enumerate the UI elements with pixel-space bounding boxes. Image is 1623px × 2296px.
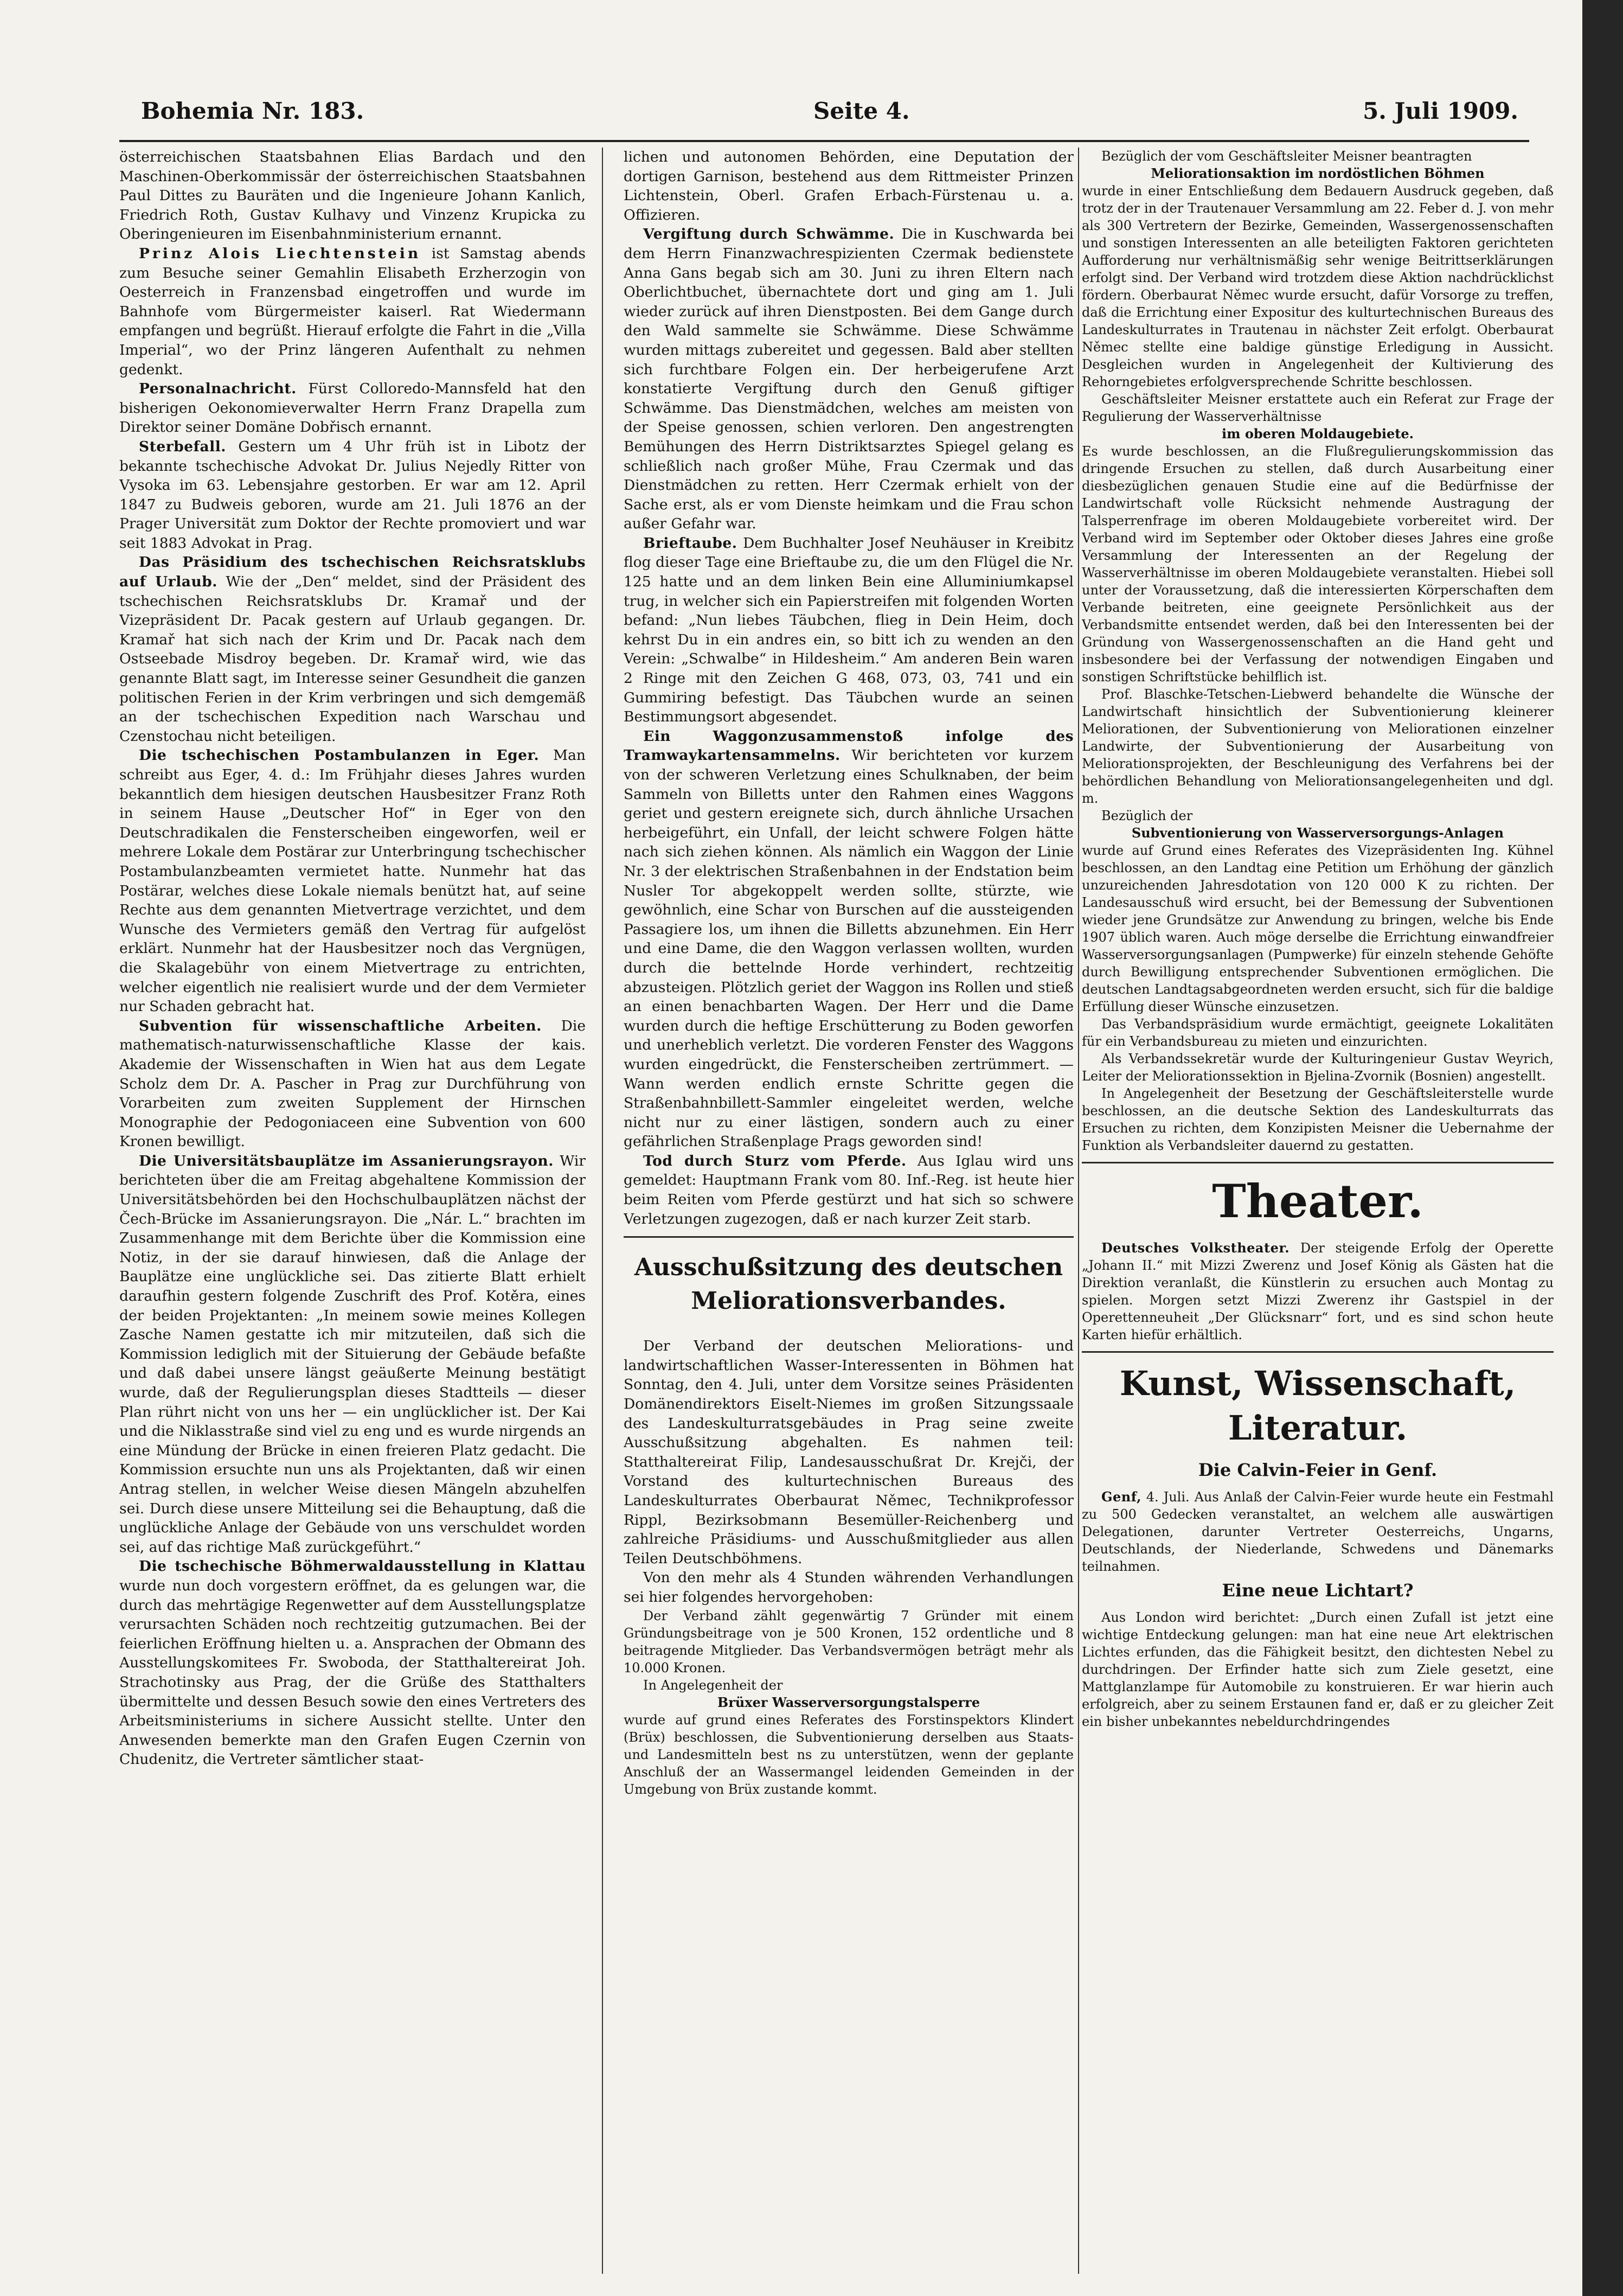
- subheading: Brüxer Wasserversorgungstalsperre: [717, 1694, 980, 1710]
- article-paragraph: [624, 1152, 1074, 1229]
- article-paragraph: [624, 727, 1074, 1152]
- subheading: Subventionierung von Wasserversorgungs-Anlagen: [1131, 825, 1504, 841]
- article-heading: Vergiftung durch Schwämme.: [643, 226, 895, 243]
- article-text: Fürst Colloredo-Mannsfeld hat den bisherigen Oekonomieverwalter Herrn Franz Drapella zum Direktor seiner Domäne Dobřisch ernannt.: [119, 380, 586, 436]
- section-heading-theater: Theater.: [1212, 1174, 1423, 1228]
- article-text: Bezüglich der vom Geschäftsleiter Meisner beantragten: [1101, 149, 1472, 164]
- header-rule: [119, 140, 1529, 142]
- article-heading: Tod durch Sturz vom Pferde.: [643, 1152, 907, 1169]
- header-date: 5. Juli 1909.: [1363, 98, 1518, 124]
- article-paragraph: [119, 746, 586, 1016]
- article-paragraph: [1082, 1488, 1554, 1575]
- subheading: Die Calvin-Feier in Genf.: [1198, 1460, 1438, 1480]
- article-text: Gestern um 4 Uhr früh ist in Libotz der bekannte tschechische Advokat Dr. Julius Nejedly Ritter von Vysoka im 63. Lebensjahre gestorben. Er war am 12. April 1847 zu Budweis geboren, wurde am 21. Juli 1876 an der Prager Universität zum Doktor der Rechte promoviert und war seit 1883 Advokat in Prag.: [119, 438, 586, 552]
- article-text: wurde auf Grund eines Referates des Vizepräsidenten Ing. Kühnel beschlossen, an den Landtag eine Petition um Erhöhung der gänzlich unzureichenden Jahresdotation von 120 000 K zu richten. Der Landesausschuß wird ersucht, bei der Bemessung der Subventionen wieder jene Grundsätze zur Anwendung zu bringen, welche bis Ende 1907 üblich waren. Auch möge derselbe die Errichtung einwandfreier Wasserversorgungsanlagen (Pumpwerke) für einzeln stehende Gehöfte durch Bewilligung entsprechender Subventionen ermöglichen. Die deutschen Landtagsabgeordneten werden ersucht, sich für die baldige Erfüllung dieser Wünsche einzusetzen.: [1082, 843, 1554, 1014]
- article-text: Es wurde beschlossen, an die Flußregulierungskommission das dringende Ersuchen zu stellen, daß durch Ausarbeitung einer diesbezüglichen genauen Studie eine auf die Bedürfnisse der Landwirtschaft volle Rücksicht nehmende Austragung der Talsperrenfrage im oberen Moldaugebiete vorbereitet wird. Der Verband wird im September oder Oktober dieses Jahres eine große Versammlung der Interessenten an der Regelung der Wasserverhältnisse im oberen Moldaugebiete veranstalten. Hiebei soll unter der Voraussetzung, daß die interessierten Körperschaften dem Verbande beitreten, eine geeignete Persönlichkeit aus der Verbandsmitte entsendet werden, daß bei den Interessenten bei der Gründung von Wassergenossenschaften an die Hand geht und insbesondere bei der Verfassung der notwendigen Eingaben und sonstigen Schriftstücke behilflich ist.: [1082, 444, 1554, 685]
- subheading: Meliorationsaktion im nordöstlichen Böhmen: [1151, 165, 1485, 181]
- article-heading: Die Universitätsbauplätze im Assanierungsrayon.: [139, 1152, 554, 1169]
- subheading: im oberen Moldaugebiete.: [1221, 426, 1414, 442]
- section-rule: [624, 1236, 1074, 1238]
- article-text: Prof. Blaschke-Tetschen-Liebwerd behandelte die Wünsche der Landwirtschaft hinsichtlich der Subventionierung kleinerer Meliorationen, der Subventionierung von Meliorationen einzelner Landwirte, der Subventionierung der Ausarbeitung von Meliorationsprojekten, der Beschleunigung des Verfahrens bei der behördlichen Behandlung von Meliorationsangelegenheiten und dgl. m.: [1082, 687, 1554, 806]
- article-text: Wir berichteten über die am Freitag abgehaltene Kommission der Universitätsbehörden bei den Hochschulbauplätzen nächst der Čech-Brücke im Assanierungsrayon. Die „Nár. L.“ brachten im Zusammenhange mit dem Berichte über die Kommission eine Notiz, in der sie darauf hinwiesen, daß die Anlage der Bauplätze eine unglückliche sei. Das zitierte Blatt erhielt daraufhin gestern folgende Zuschrift des Prof. Kotěra, eines der beiden Projektanten: „In meinem sowie meines Kollegen Zasche Namen gestatte ich mir mitzuteilen, daß sich die Kommission lediglich mit der Situierung der Gebäude befaßte und daß dabei unsere längst geäußerte Meinung bestätigt wurde, daß der Regulierungsplan dieses Stadtteils — dieser Plan rührt nicht von uns her — ein unglücklicher ist. Der Kai und die Niklasstraße sind viel zu eng und es wurde nirgends an eine Mündung der Brücke in einen freieren Platz gedacht. Die Kommission ersuchte nun uns als Projektanten, daß wir einen Antrag stellen, in welcher Weise diesen Mängeln abzuhelfen sei. Durch diese unsere Mitteilung sei die Behauptung, daß die unglückliche Anlage der Gebäude von uns verschuldet worden sei, auf das richtige Maß zurückgeführt.“: [119, 1152, 586, 1556]
- article-paragraph: [119, 379, 586, 437]
- article-heading: Brieftaube.: [643, 534, 737, 552]
- article-paragraph: [119, 244, 586, 379]
- article-heading: Die tschechischen Postambulanzen in Eger.: [139, 747, 540, 764]
- article-paragraph: [624, 225, 1074, 534]
- section-heading-kunst: Kunst, Wissenschaft, Literatur.: [1119, 1364, 1516, 1448]
- article-heading: Ein Waggonzusammenstoß infolge des Tramwaykartensammelns.: [624, 727, 1074, 764]
- header-title: Bohemia Nr. 183.: [141, 98, 364, 124]
- article-heading: Sterbefall.: [139, 438, 227, 455]
- column-rule-2: [1078, 148, 1079, 2274]
- article-text: Wie der „Den“ meldet, sind der Präsident des tschechischen Reichsratsklubs Dr. Kramař und der Vizepräsident Dr. Pacak gestern auf Urlaub gegangen. Dr. Kramař hat sich nach der Krim und Dr. Pacak nach dem Ostseebade Misdroy begeben. Dr. Kramař wird, wie das genannte Blatt sagt, im Interesse seiner Gesundheit die ganzen politischen Ferien in der Krim verbringen und sich demgemäß an der tschechischen Expedition nach Warschau und Czenstochau nicht beteiligen.: [119, 573, 586, 745]
- article-text: Geschäftsleiter Meisner erstattete auch ein Referat zur Frage der Regulierung der Wasserverhältnisse: [1082, 392, 1554, 424]
- scan-border: [1582, 0, 1623, 2296]
- article-paragraph: [119, 1152, 586, 1557]
- article-text: Als Verbandssekretär wurde der Kulturingenieur Gustav Weyrich, Leiter der Meliorationssektion in Bjelina-Zvornik (Bosnien) angestellt.: [1082, 1051, 1554, 1084]
- article-text: Dem Buchhalter Josef Neuhäuser in Kreibitz flog dieser Tage eine Brieftaube zu, die um den Flügel die Nr. 125 hatte und an dem linken Bein eine Alluminiumkapsel trug, in welcher sich ein Papierstreifen mit folgenden Worten befand: „Nun liebes Täubchen, flieg in Dein Heim, doch kehrst Du in ein andres ein, so bitt ich zu wenden an den Verein: „Schwalbe“ in Hildesheim.“ Am anderen Bein waren 2 Ringe mit den Zeichen G 468, 073, 03, 741 und ein Gummiring befestigt. Das Täubchen wurde an seinen Bestimmungsort abgesendet.: [624, 534, 1074, 726]
- section-heading: Ausschußsitzung des deutschen Meliorationsverbandes.: [634, 1253, 1063, 1315]
- article-heading: Genf,: [1101, 1489, 1141, 1505]
- column-2: [624, 148, 1074, 2274]
- article-heading: Prinz Alois Liechtenstein: [139, 245, 421, 262]
- article-paragraph: [119, 553, 586, 746]
- article-text: Aus Iglau wird uns gemeldet: Hauptmann Frank vom 80. Inf.-Reg. ist heute hier beim Reiten vom Pferde gestürzt und hat sich so schwere Verletzungen zugezogen, daß er nach kurzer Zeit starb.: [624, 1152, 1074, 1227]
- article-text: Die in Kuschwarda bei dem Herrn Finanzwachrespizienten Czermak bedienstete Anna Gans begab sich am 30. Juni zu ihren Eltern nach Oberlichtbuchet, übernachtete dort und ging am 1. Juli wieder zurück auf ihren Dienstposten. Bei dem Gange durch den Wald sammelte sie Schwämme. Diese Schwämme wurden mittags zubereitet und gegessen. Bald aber stellten sich furchtbare Folgen ein. Der herbeigerufene Arzt konstatierte Vergiftung durch den Genuß giftiger Schwämme. Das Dienstmädchen, welches am meisten von der Speise genossen, schien verloren. Den angestrengten Bemühungen des Herrn Distriktsarztes Spiegel gelang es schließlich nach großer Mühe, Frau Czermak und das Dienstmädchen zu retten. Herr Czermak erhielt von der Sache erst, als er vom Dienste heimkam und die Frau schon außer Gefahr war.: [624, 226, 1074, 533]
- article-text: 4. Juli. Aus Anlaß der Calvin-Feier wurde heute ein Festmahl zu 500 Gedecken veranstaltet, an welchem alle auswärtigen Delegationen, darunter Vertreter Oesterreichs, Ungarns, Deutschlands, der Niederlande, Schwedens und Dänemarks teilnahmen.: [1082, 1489, 1554, 1574]
- article-paragraph: [1082, 1239, 1554, 1344]
- article-paragraph: [119, 1016, 586, 1152]
- article-text: ist Samstag abends zum Besuche seiner Gemahlin Elisabeth Erzherzogin von Oesterreich in Franzensbad eingetroffen und wurde im Bahnhofe vom Bürgermeister kaiserl. Rat Wiedermann empfangen und begrüßt. Hierauf erfolgte die Fahrt in die „Villa Imperial“, wo der Prinz längeren Aufenthalt zu nehmen gedenkt.: [119, 245, 586, 378]
- article-paragraph: [119, 437, 586, 553]
- column-rule-1: [602, 148, 603, 2274]
- article-text: Aus London wird berichtet: „Durch einen Zufall ist jetzt eine wichtige Entdeckung gelungen: man hat eine neue Art elektrischen Lichtes erfunden, das die Fähigkeit besitzt, den dichtesten Nebel zu durchdringen. Der Erfinder hatte sich zum Ziele gesetzt, eine Mattglanzlampe für Automobile zu konstruieren. Er war hierin auch erfolgreich, aber zu seinem Erstaunen fand er, daß er zu gleicher Zeit ein bisher unbekanntes nebeldurchdringendes: [1082, 1610, 1554, 1729]
- page-header: [141, 98, 1518, 136]
- article-text: Der Verband zählt gegenwärtig 7 Gründer mit einem Gründungsbeitrage von je 500 Kronen, 152 ordentliche und 8 beitragende Mitglieder. Das Verbandsvermögen beträgt mehr als 10.000 Kronen.: [624, 1608, 1074, 1675]
- article-paragraph: [119, 1557, 586, 1769]
- article-text: Bezüglich der: [1101, 808, 1193, 823]
- article-text: wurde in einer Entschließung dem Bedauern Ausdruck gegeben, daß trotz der in der Trautenauer Versammlung am 22. Feber d. J. von mehr als 300 Vertretern der Bezirke, Gemeinden, Wassergenossenschaften und sonstigen Interessenten an alle beteiligten Faktoren gerichteten Aufforderung nur verhältnismäßig sehr wenige Beitrittserklärungen erfolgt sind. Der Verband wird trotzdem diese Aktion nachdrücklichst fördern. Oberbaurat Němec wurde ersucht, dafür Vorsorge zu treffen, daß die Errichtung einer Expositur des kulturtechnischen Bureaus des Landeskulturrates in Trautenau in nächster Zeit erfolgt. Oberbaurat Němec stellte eine baldige günstige Erledigung in Aussicht. Desgleichen wurden in Angelegenheit der Kultivierung des Rehorngebietes erfolgversprechende Schritte beschlossen.: [1082, 183, 1554, 389]
- section-rule: [1082, 1351, 1554, 1353]
- header-page-number: Seite 4.: [813, 98, 910, 124]
- column-3: [1082, 148, 1554, 2274]
- article-heading: Deutsches Volkstheater.: [1101, 1240, 1290, 1256]
- article-text: In Angelegenheit der Besetzung der Geschäftsleiterstelle wurde beschlossen, an die deutsche Sektion des Landeskulturrats das Ersuchen zu richten, dem Konzipisten Meisner die Uebernahme der Funktion als Verbandsleiter dauernd zu gestatten.: [1082, 1086, 1554, 1153]
- article-heading: Personalnachricht.: [139, 380, 297, 398]
- article-text: Der steigende Erfolg der Operette „Johann II.“ mit Mizzi Zwerenz und Josef König als Gästen hat die Direktion veranlaßt, die Künstlerin zu ersuchen auch Montag zu spielen. Morgen setzt Mizzi Zwerenz ihr Gastspiel in der Operettenneuheit „Der Glücksnarr“ fort, und es sind schon heute Karten hiefür erhältlich.: [1082, 1240, 1554, 1342]
- article-text: Von den mehr als 4 Stunden währenden Verhandlungen sei hier folgendes hervorgehoben:: [624, 1569, 1074, 1606]
- article-text: wurde nun doch vorgestern eröffnet, da es gelungen war, die durch das mehrtägige Regenwetter auf dem Ausstellungsplatze verursachten Schäden noch rechtzeitig gutzumachen. Bei der feierlichen Eröffnung hielten u. a. Ansprachen der Obmann des Ausstellungskomitees Fr. Swoboda, der Statthaltereirat Joh. Strachotinsky aus Prag, der die Grüße des Statthalters übermittelte und dessen Besuch sowie den eines Vertreters des Arbeitsministeriums in sichere Aussicht stellte. Unter den Anwesenden bemerkte man den Grafen Eugen Czernin von Chudenitz, die Vertreter sämtlicher staat-: [119, 1577, 586, 1768]
- article-text: In Angelegenheit der: [643, 1677, 783, 1693]
- article-paragraph: [624, 534, 1074, 727]
- article-text: Das Verbandspräsidium wurde ermächtigt, geeignete Lokalitäten für ein Verbandsbureau zu mieten und einzurichten.: [1082, 1016, 1554, 1049]
- article-text: Der Verband der deutschen Meliorations- und landwirtschaftlichen Wasser-Interessenten in Böhmen hat Sonntag, den 4. Juli, unter dem Vorsitze seines Präsidenten Domänendirektors Eiselt-Niemes im großen Sitzungssaale des Landeskulturratsgebäudes in Prag seine zweite Ausschußsitzung abgehalten. Es nahmen teil: Statthaltereirat Filip, Landesausschußrat Dr. Krejči, der Vorstand des kulturtechnischen Bureaus des Landeskulturrates Oberbaurat Němec, Technikprofessor Rippl, Bezirksobmann Besemüller-Reichenberg und zahlreiche Präsidiums- und Ausschußmitglieder aus allen Teilen Deutschböhmens.: [624, 1338, 1074, 1567]
- article-heading: Subvention für wissenschaftliche Arbeiten.: [139, 1017, 542, 1034]
- article-text: Wir berichteten vor kurzem von der schweren Verletzung eines Schulknaben, der beim Sammeln von Billetts unter den Rahmen eines Waggons geriet und gestern ereignete sich, durch ähnliche Ursachen herbeigeführt, ein Unfall, der leicht schwere Folgen hätte nach sich ziehen können. Als nämlich ein Waggon der Linie Nr. 3 der elektrischen Straßenbahnen in der Endstation beim Nusler Tor abgekoppelt werden sollte, stürzte, wie gewöhnlich, eine Schar von Burschen auf die aussteigenden Passagiere los, um ihnen die Billetts abzunehmen. Ein Herr und eine Dame, die den Waggon verlassen wollten, wurden durch die bettelnde Horde verhindert, rechtzeitig abzusteigen. Plötzlich geriet der Waggon ins Rollen und stieß an einen benachbarten Wagen. Der Herr und die Dame wurden durch die heftige Erschütterung zu Boden geworfen und unerheblich verletzt. Die vorderen Fenster des Waggons wurden eingedrückt, die Fensterscheiben zertrümmert. — Wann werden endlich ernste Schritte gegen die Straßenbahnbillett-Sammler eingeleitet werden, welche nicht nur zu einer lästigen, sondern auch zu einer gefährlichen Straßenplage Prags geworden sind!: [624, 747, 1074, 1150]
- article-heading: Die tschechische Böhmerwaldausstellung in Klattau: [139, 1558, 586, 1575]
- article-heading: Das Präsidium des tschechischen Reichsratsklubs auf Urlaub.: [119, 554, 586, 591]
- article-text: Man schreibt aus Eger, 4. d.: Im Frühjahr dieses Jahres wurden bekanntlich dem hiesigen deutschen Hausbesitzer Franz Roth in seinem Hause „Deutscher Hof“ in Eger von den Deutschradikalen die Fensterscheiben eingeworfen, weil er mehrere Lokale dem Postärar zur Unterbringung tschechischer Postambulanzbeamten vermietet hatte. Nunmehr hat das Postärar, welches diese Lokale niemals benützt hat, auf seine Rechte aus dem genannten Mietvertrage verzichtet, und dem Wunsche des Vermieters gemäß den Vertrag für aufgelöst erklärt. Nunmehr hat der Hausbesitzer noch das Vergnügen, die Skalagebühr von einem Mietvertrage zu entrichten, welcher eigentlich nie realisiert wurde und der dem Vermieter nur Schaden gebracht hat.: [119, 747, 586, 1015]
- subheading: Eine neue Lichtart?: [1222, 1580, 1414, 1601]
- column-1: [119, 148, 586, 2274]
- section-rule: [1082, 1162, 1554, 1163]
- article-text: österreichischen Staatsbahnen Elias Bardach und den Maschinen-Oberkommissär der österreichischen Staatsbahnen Paul Dittes zu Bauräten und die Ingenieure Johann Kanlich, Friedrich Roth, Gustav Kulhavy und Vinzenz Krupicka zu Oberingenieuren im Eisenbahnministerium ernannt.: [119, 149, 586, 243]
- article-text: lichen und autonomen Behörden, eine Deputation der dortigen Garnison, bestehend aus dem Rittmeister Prinzen Lichtenstein, Oberl. Grafen Erbach-Fürstenau u. a. Offizieren.: [624, 149, 1074, 223]
- article-text: wurde auf grund eines Referates des Forstinspektors Klindert (Brüx) beschlossen, die Subventionierung derselben aus Staats- und Landesmitteln best ns zu unterstützen, wenn der geplante Anschluß der an Wassermangel leidenden Gemeinden in der Umgebung von Brüx zustande kommt.: [624, 1712, 1074, 1797]
- article-text: Die mathematisch-naturwissenschaftliche Klasse der kais. Akademie der Wissenschaften in Wien hat aus dem Legate Scholz dem Dr. A. Pascher in Prag zur Durchführung von Vorarbeiten zum zweiten Supplement der Hirnschen Monographie der Pedogoniaceen eine Subvention von 600 Kronen bewilligt.: [119, 1017, 586, 1150]
